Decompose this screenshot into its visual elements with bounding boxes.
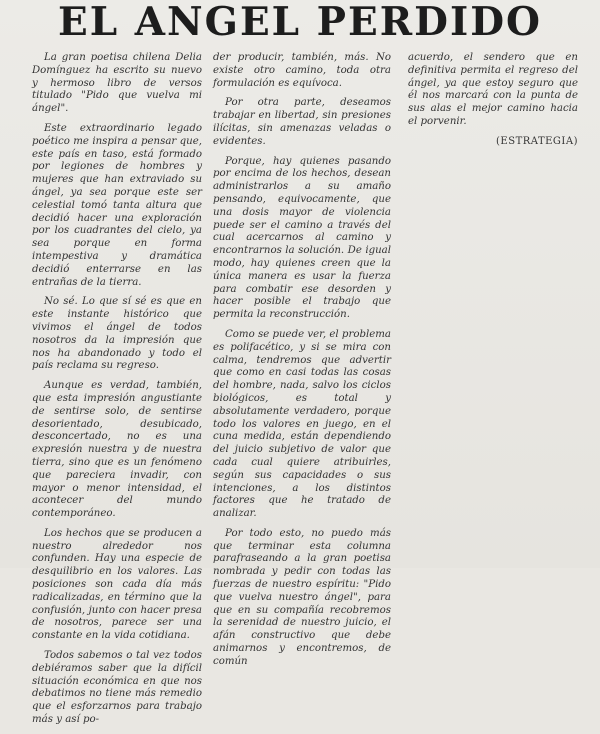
paragraph: Porque, hay quienes pasando por encima de los hechos, desean administrarlos a su amaño pensando, equivocamente, que una dosis mayor de violencia puede ser el camino a través del cual acercarnos al camino y encontrarnos la solución. De igual modo, hay quienes creen que la única manera es usar la fuerza para combatir ese desorden y hacer posible el trabajo que permita la reconstrucción. <box>213 155 391 321</box>
paragraph: No sé. Lo que sí sé es que en este instante histórico que vivimos el ángel de todos nosotros da la impresión que nos ha abandonado y todo el país reclama su regreso. <box>32 296 202 372</box>
article-title: EL ANGEL PERDIDO <box>58 0 542 45</box>
paragraph: Por todo esto, no puedo más que terminar esta columna parafraseando a la gran poetisa nombrada y pedir con todas las fuerzas de nuestro espíritu: "Pido que vuelva nuestro ángel", para que en su compañía recobremos la serenidad de nuestro juicio, el afán constructivo que debe animarnos y encontremos, de común <box>213 527 391 667</box>
paragraph: La gran poetisa chilena Delia Domínguez ha escrito su nuevo y hermoso libro de versos titulado "Pido que vuelva mi ángel". <box>32 52 202 115</box>
paragraph: acuerdo, el sendero que en definitiva permita el regreso del ángel, ya que estoy seguro que él nos marcará con la punta de sus alas el mejor camino hacia el porvenir. <box>408 52 578 127</box>
column-1 <box>32 52 202 734</box>
signature: (ESTRATEGIA) <box>496 135 578 147</box>
paragraph: Por otra parte, deseamos trabajar en libertad, sin presiones ilícitas, sin amenazas veladas o evidentes. <box>213 97 391 147</box>
paragraph: Como se puede ver, el problema es polifacético, y si se mira con calma, tendremos que advertir que como en casi todas las cosas del hombre, nada, salvo los ciclos biológicos, es total y absolutamente verdadero, porque todo los valores en juego, en el cuna medida, están dependiendo del juicio subjetivo de valor que cada cual quiere atribuirles, según sus capacidades o sus intenciones, a los distintos factores que he tratado de analizar. <box>213 328 391 520</box>
paragraph: Este extraordinario legado poético me inspira a pensar que, este país en taso, está formado por legiones de hombres y mujeres que han extraviado su ángel, ya sea porque este ser celestial tomó tanta altura que decidió hacer una exploración por los cuadrantes del cielo, ya sea porque en forma intempestiva y dramática decidió enterrarse en las entrañas de la tierra. <box>32 122 202 288</box>
column-2 <box>213 52 391 676</box>
paragraph: Todos sabemos o tal vez todos debiéramos saber que la difícil situación económica en que nos debatimos no tiene más remedio que el esforzarnos para trabajo más y así po- <box>32 650 202 726</box>
paragraph: der producir, también, más. No existe otro camino, toda otra formulación es equívoca. <box>213 52 391 89</box>
paragraph: Los hechos que se producen a nuestro alrededor nos confunden. Hay una especie de desquilibrio en los valores. Las posiciones son cada día más radicalizadas, en término que la confusión, junto con hacer presa de nosotros, parece ser una constante en la vida cotidiana. <box>32 527 202 642</box>
paragraph: Aunque es verdad, también, que esta impresión angustiante de sentirse solo, de sentirse desorientado, desubicado, desconcertado, no es una expresión nuestra y de nuestra tierra, sino que es un fenómeno que pareciera invadir, con mayor o menor intensidad, el acontecer del mundo contemporáneo. <box>32 380 202 520</box>
column-3 <box>408 52 578 149</box>
